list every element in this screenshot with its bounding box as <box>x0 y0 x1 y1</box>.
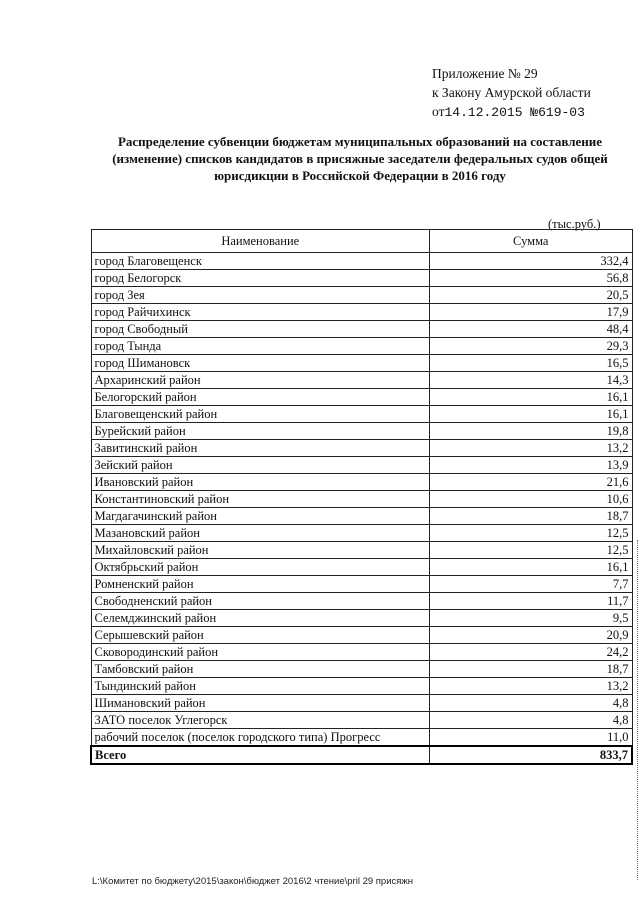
annex-date-value: 14.12.2015 №619-03 <box>444 105 585 120</box>
row-sum: 13,2 <box>430 440 633 457</box>
row-sum: 21,6 <box>430 474 633 491</box>
row-name: Белогорский район <box>91 389 430 406</box>
table-row <box>91 321 632 338</box>
table-row <box>91 287 632 304</box>
table-row <box>91 712 632 729</box>
row-name: Селемджинский район <box>91 610 430 627</box>
row-sum: 11,0 <box>430 729 633 747</box>
annex-number: Приложение № 29 <box>432 66 538 81</box>
table-row <box>91 525 632 542</box>
table-row <box>91 355 632 372</box>
row-name: Тындинский район <box>91 678 430 695</box>
row-name: город Тында <box>91 338 430 355</box>
row-sum: 16,1 <box>430 559 633 576</box>
row-sum: 9,5 <box>430 610 633 627</box>
row-sum: 16,1 <box>430 389 633 406</box>
row-name: Октябрьский район <box>91 559 430 576</box>
row-name: Благовещенский район <box>91 406 430 423</box>
row-name: рабочий поселок (поселок городского типа) Прогресс <box>91 729 430 747</box>
row-sum: 24,2 <box>430 644 633 661</box>
row-name: Магдагачинский район <box>91 508 430 525</box>
table-header-row <box>91 230 632 253</box>
row-sum: 13,2 <box>430 678 633 695</box>
row-sum: 12,5 <box>430 542 633 559</box>
table-row <box>91 729 632 747</box>
row-name: город Свободный <box>91 321 430 338</box>
annex-date-prefix: от <box>432 104 445 119</box>
row-name: Михайловский район <box>91 542 430 559</box>
row-name: Шимановский район <box>91 695 430 712</box>
row-sum: 14,3 <box>430 372 633 389</box>
table-row <box>91 661 632 678</box>
column-header-sum: Сумма <box>430 230 633 253</box>
row-sum: 20,9 <box>430 627 633 644</box>
table-row <box>91 474 632 491</box>
table-row <box>91 304 632 321</box>
table-row <box>91 610 632 627</box>
row-name: Тамбовский район <box>91 661 430 678</box>
table-row <box>91 389 632 406</box>
document-title: Распределение субвенции бюджетам муниципальных образований на составление (изменение) списков кандидатов в присяжные заседатели федеральных судов общей юрисдикции в Российской Федерации в 2016 году <box>112 134 608 183</box>
table-row <box>91 270 632 287</box>
row-name: Серышевский район <box>91 627 430 644</box>
table-row <box>91 372 632 389</box>
table-row <box>91 440 632 457</box>
row-name: город Райчихинск <box>91 304 430 321</box>
row-name: город Зея <box>91 287 430 304</box>
row-name: Архаринский район <box>91 372 430 389</box>
row-sum: 11,7 <box>430 593 633 610</box>
table-row <box>91 423 632 440</box>
row-name: Бурейский район <box>91 423 430 440</box>
total-label: Всего <box>91 746 430 764</box>
row-sum: 19,8 <box>430 423 633 440</box>
row-name: Свободненский район <box>91 593 430 610</box>
table-row <box>91 508 632 525</box>
table-row <box>91 491 632 508</box>
row-sum: 7,7 <box>430 576 633 593</box>
table-row <box>91 593 632 610</box>
column-header-name: Наименование <box>91 230 430 253</box>
scan-edge-marks <box>634 540 638 880</box>
table-row <box>91 695 632 712</box>
file-path-footer: L:\Комитет по бюджету\2015\закон\бюджет 2016\2 чтение\pril 29 присяжн <box>92 876 414 887</box>
table-row <box>91 406 632 423</box>
row-sum: 29,3 <box>430 338 633 355</box>
row-name: Зейский район <box>91 457 430 474</box>
row-name: Завитинский район <box>91 440 430 457</box>
row-sum: 17,9 <box>430 304 633 321</box>
table-row <box>91 644 632 661</box>
row-name: город Белогорск <box>91 270 430 287</box>
row-name: Сковородинский район <box>91 644 430 661</box>
row-sum: 16,5 <box>430 355 633 372</box>
row-sum: 18,7 <box>430 661 633 678</box>
row-sum: 12,5 <box>430 525 633 542</box>
subvention-table <box>90 229 633 765</box>
annex-header <box>432 64 591 122</box>
row-sum: 332,4 <box>430 253 633 270</box>
row-sum: 13,9 <box>430 457 633 474</box>
row-sum: 48,4 <box>430 321 633 338</box>
row-name: Константиновский район <box>91 491 430 508</box>
table-body <box>91 253 632 747</box>
row-name: Ивановский район <box>91 474 430 491</box>
row-name: город Шимановск <box>91 355 430 372</box>
table-row <box>91 576 632 593</box>
annex-date <box>432 102 591 122</box>
table-row <box>91 338 632 355</box>
table-row <box>91 253 632 270</box>
table-row <box>91 542 632 559</box>
table-row <box>91 457 632 474</box>
row-sum: 16,1 <box>430 406 633 423</box>
row-name: город Благовещенск <box>91 253 430 270</box>
row-name: Мазановский район <box>91 525 430 542</box>
row-sum: 4,8 <box>430 695 633 712</box>
annex-law-reference: к Закону Амурской области <box>432 85 591 100</box>
row-sum: 20,5 <box>430 287 633 304</box>
row-name: Ромненский район <box>91 576 430 593</box>
row-name: ЗАТО поселок Углегорск <box>91 712 430 729</box>
total-row <box>91 746 632 764</box>
row-sum: 18,7 <box>430 508 633 525</box>
table-row <box>91 678 632 695</box>
table-row <box>91 559 632 576</box>
table-row <box>91 627 632 644</box>
total-sum: 833,7 <box>430 746 633 764</box>
row-sum: 10,6 <box>430 491 633 508</box>
row-sum: 4,8 <box>430 712 633 729</box>
unit-label: (тыс.руб.) <box>548 217 601 231</box>
row-sum: 56,8 <box>430 270 633 287</box>
